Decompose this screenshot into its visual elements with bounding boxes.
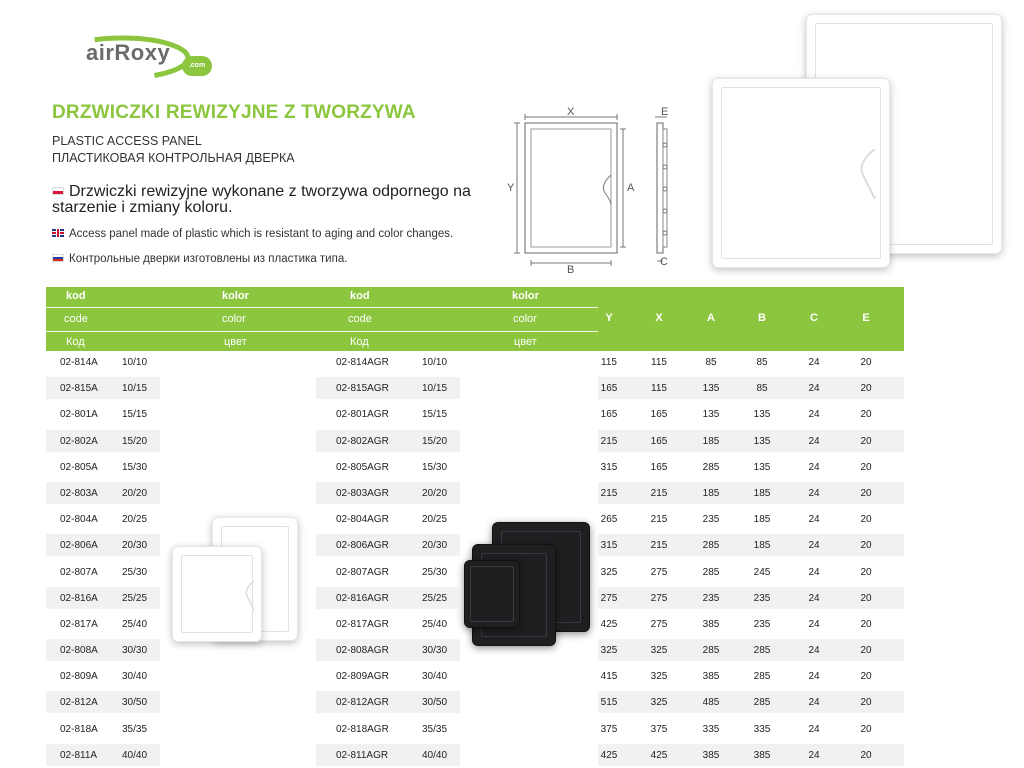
size-cell: 15/20 <box>122 435 148 447</box>
dim-cell: 85 <box>756 357 768 368</box>
header-kod-ru: Код <box>66 336 85 348</box>
size-cell: 25/40 <box>122 618 148 630</box>
dim-cell: 315 <box>600 540 618 552</box>
dim-cell: 185 <box>753 487 771 499</box>
header-dim-1: X <box>655 312 663 324</box>
dim-cell: 275 <box>600 592 618 604</box>
dim-cell: 20 <box>860 749 872 761</box>
table-row <box>46 744 904 768</box>
dim-cell: 24 <box>808 671 820 683</box>
dim-cell: 115 <box>651 357 667 368</box>
dim-cell: 235 <box>702 592 720 604</box>
dim-cell: 135 <box>753 409 771 421</box>
dim-cell: 275 <box>650 566 668 578</box>
header-color-2: color <box>513 313 537 325</box>
dim-cell: 315 <box>600 461 618 473</box>
dim-cell: 275 <box>650 618 668 630</box>
size-gr-cell: 25/25 <box>422 592 448 604</box>
dim-cell: 135 <box>753 435 771 447</box>
dim-cell: 235 <box>702 514 720 526</box>
size-cell: 35/35 <box>122 723 148 735</box>
poland-flag-icon <box>52 187 64 195</box>
size-gr-cell: 35/35 <box>422 723 448 735</box>
dim-cell: 185 <box>702 487 720 499</box>
header-kolor: kolor <box>222 290 249 302</box>
size-cell: 20/30 <box>122 540 148 552</box>
table-row <box>46 718 904 744</box>
size-gr-cell: 30/50 <box>422 697 448 709</box>
code-gr-cell: 02-809AGR <box>336 671 389 683</box>
dim-cell: 215 <box>650 514 668 526</box>
dim-cell: 135 <box>702 383 720 395</box>
dim-cell: 24 <box>808 749 820 761</box>
dim-cell: 425 <box>600 618 618 630</box>
code-gr-cell: 02-816AGR <box>336 592 389 604</box>
header-code-2: code <box>348 313 372 325</box>
dim-cell: 415 <box>600 671 618 683</box>
code-gr-cell: 02-804AGR <box>336 514 389 526</box>
size-gr-cell: 30/40 <box>422 671 448 683</box>
russia-flag-icon <box>52 254 64 262</box>
dim-cell: 24 <box>808 540 820 552</box>
logo-badge: .com <box>182 56 212 76</box>
size-gr-cell: 15/30 <box>422 461 448 473</box>
code-cell: 02-805A <box>60 461 98 473</box>
dim-b-label: B <box>567 264 575 275</box>
size-gr-cell: 25/40 <box>422 618 448 630</box>
dim-cell: 385 <box>702 749 720 761</box>
dim-cell: 285 <box>753 645 771 657</box>
dim-cell: 115 <box>601 357 617 368</box>
description-pl <box>52 184 492 216</box>
dim-cell: 24 <box>808 383 820 395</box>
description-pl-text: Drzwiczki rewizyjne wykonane z tworzywa odpornego na starzenie i zmiany koloru. <box>52 183 471 216</box>
dim-cell: 515 <box>600 697 618 709</box>
dim-cell: 20 <box>860 697 872 709</box>
code-cell: 02-802A <box>60 435 98 447</box>
dim-cell: 215 <box>650 487 668 499</box>
dim-cell: 20 <box>860 409 872 421</box>
code-gr-cell: 02-806AGR <box>336 540 389 552</box>
size-cell: 25/30 <box>122 566 148 578</box>
dim-cell: 285 <box>753 697 771 709</box>
description-ru <box>52 253 347 265</box>
code-cell: 02-818A <box>60 723 98 735</box>
header-dim-0: Y <box>605 312 613 324</box>
size-cell: 30/40 <box>122 671 148 683</box>
code-cell: 02-811A <box>60 749 98 761</box>
size-cell: 10/10 <box>122 357 148 368</box>
code-cell: 02-801A <box>60 409 98 421</box>
dim-cell: 185 <box>702 435 720 447</box>
dim-cell: 24 <box>808 723 820 735</box>
code-gr-cell: 02-818AGR <box>336 723 389 735</box>
size-cell: 15/15 <box>122 409 148 421</box>
header-dim-5: E <box>862 312 870 324</box>
dim-cell: 115 <box>651 383 667 395</box>
code-cell: 02-808A <box>60 645 98 657</box>
dim-cell: 24 <box>808 618 820 630</box>
size-gr-cell: 15/15 <box>422 409 448 421</box>
dim-cell: 285 <box>702 566 720 578</box>
dim-cell: 325 <box>650 697 668 709</box>
size-cell: 30/30 <box>122 645 148 657</box>
header-color: color <box>222 313 246 325</box>
dim-cell: 485 <box>702 697 720 709</box>
code-cell: 02-804A <box>60 514 98 526</box>
code-cell: 02-814A <box>60 357 98 368</box>
dim-cell: 20 <box>860 514 872 526</box>
code-gr-cell: 02-812AGR <box>336 697 389 709</box>
dim-cell: 165 <box>650 409 668 421</box>
code-cell: 02-812A <box>60 697 98 709</box>
dim-cell: 24 <box>808 697 820 709</box>
size-cell: 40/40 <box>122 749 148 761</box>
dim-a-label: A <box>627 182 635 194</box>
dim-cell: 85 <box>705 357 717 368</box>
product-image-white-large-front <box>712 78 890 268</box>
dim-cell: 24 <box>808 461 820 473</box>
code-gr-cell: 02-817AGR <box>336 618 389 630</box>
dim-cell: 215 <box>600 435 618 447</box>
code-cell: 02-809A <box>60 671 98 683</box>
code-cell: 02-807A <box>60 566 98 578</box>
dim-cell: 20 <box>860 723 872 735</box>
dim-y-label: Y <box>507 182 515 194</box>
dim-cell: 24 <box>808 487 820 499</box>
dim-cell: 375 <box>600 723 618 735</box>
dim-cell: 20 <box>860 461 872 473</box>
table-row <box>46 482 904 508</box>
size-gr-cell: 15/20 <box>422 435 448 447</box>
header-kod-ru-2: Код <box>350 336 369 348</box>
dim-cell: 285 <box>753 671 771 683</box>
dim-x-label: X <box>567 106 575 118</box>
dim-cell: 385 <box>753 749 771 761</box>
size-gr-cell: 30/30 <box>422 645 448 657</box>
header-color-ru-2: цвет <box>514 336 537 348</box>
dim-cell: 165 <box>650 461 668 473</box>
header-dim-4: C <box>810 312 818 324</box>
dim-cell: 285 <box>702 461 720 473</box>
header-kod-2: kod <box>350 290 370 302</box>
dim-cell: 385 <box>702 671 720 683</box>
code-cell: 02-806A <box>60 540 98 552</box>
header-dim-3: B <box>758 312 766 324</box>
size-gr-cell: 20/25 <box>422 514 448 526</box>
dim-cell: 335 <box>702 723 720 735</box>
size-cell: 15/30 <box>122 461 148 473</box>
dim-cell: 185 <box>753 514 771 526</box>
header-color-ru: цвет <box>224 336 247 348</box>
dim-cell: 20 <box>860 357 872 368</box>
dim-cell: 325 <box>650 671 668 683</box>
size-gr-cell: 25/30 <box>422 566 448 578</box>
logo-text: airRoxy <box>86 40 171 65</box>
dim-cell: 24 <box>808 409 820 421</box>
code-gr-cell: 02-808AGR <box>336 645 389 657</box>
code-gr-cell: 02-814AGR <box>336 357 389 368</box>
dim-cell: 135 <box>753 461 771 473</box>
header-kolor-2: kolor <box>512 290 539 302</box>
table-body <box>46 351 904 768</box>
code-cell: 02-803A <box>60 487 98 499</box>
dim-cell: 325 <box>600 566 618 578</box>
dim-cell: 24 <box>808 435 820 447</box>
header-code: code <box>64 313 88 325</box>
dim-cell: 20 <box>860 592 872 604</box>
uk-flag-icon <box>52 229 64 237</box>
dim-cell: 245 <box>753 566 771 578</box>
subtitle-ru: ПЛАСТИКОВАЯ КОНТРОЛЬНАЯ ДВЕРКА <box>52 151 295 165</box>
code-cell: 02-816A <box>60 592 98 604</box>
size-cell: 20/20 <box>122 487 148 499</box>
description-en-text: Access panel made of plastic which is resistant to aging and color changes. <box>69 228 454 240</box>
dim-cell: 215 <box>650 540 668 552</box>
dim-cell: 20 <box>860 435 872 447</box>
table-row <box>46 587 904 613</box>
header-kod: kod <box>66 290 86 302</box>
dim-cell: 265 <box>600 514 618 526</box>
dim-cell: 425 <box>600 749 618 761</box>
size-gr-cell: 20/20 <box>422 487 448 499</box>
dim-cell: 275 <box>650 592 668 604</box>
code-gr-cell: 02-815AGR <box>336 383 389 395</box>
table-row <box>46 430 904 456</box>
dim-cell: 235 <box>753 618 771 630</box>
code-gr-cell: 02-807AGR <box>336 566 389 578</box>
dim-cell: 24 <box>808 592 820 604</box>
dim-cell: 20 <box>860 540 872 552</box>
table-row <box>46 665 904 691</box>
dim-cell: 20 <box>860 566 872 578</box>
dim-cell: 425 <box>650 749 668 761</box>
dim-cell: 165 <box>600 383 618 395</box>
dim-cell: 24 <box>808 514 820 526</box>
dim-cell: 20 <box>860 487 872 499</box>
subtitle-en: PLASTIC ACCESS PANEL <box>52 134 202 148</box>
table-row <box>46 691 904 717</box>
dim-cell: 85 <box>756 383 768 395</box>
description-ru-text: Контрольные дверки изготовлены из пластика типа. <box>69 253 348 265</box>
dim-cell: 375 <box>650 723 668 735</box>
dim-cell: 285 <box>702 540 720 552</box>
table-row <box>46 377 904 403</box>
size-cell: 20/25 <box>122 514 148 526</box>
dim-cell: 24 <box>808 357 820 368</box>
dim-cell: 20 <box>860 618 872 630</box>
dim-cell: 24 <box>808 645 820 657</box>
table-row <box>46 639 904 665</box>
dim-cell: 385 <box>702 618 720 630</box>
dim-cell: 285 <box>702 645 720 657</box>
table-row <box>46 561 904 587</box>
panel-handle-icon <box>853 149 877 199</box>
dim-cell: 165 <box>650 435 668 447</box>
page-title: DRZWICZKI REWIZYJNE Z TWORZYWA <box>52 102 416 123</box>
dim-cell: 215 <box>600 487 618 499</box>
size-gr-cell: 40/40 <box>422 749 448 761</box>
code-gr-cell: 02-801AGR <box>336 409 389 421</box>
dim-cell: 325 <box>650 645 668 657</box>
table-header <box>46 287 904 351</box>
description-en <box>52 228 453 240</box>
dim-cell: 20 <box>860 671 872 683</box>
dim-cell: 325 <box>600 645 618 657</box>
code-gr-cell: 02-811AGR <box>336 749 389 761</box>
size-gr-cell: 10/10 <box>422 357 448 368</box>
dim-cell: 235 <box>753 592 771 604</box>
code-cell: 02-815A <box>60 383 98 395</box>
table-row <box>46 456 904 482</box>
table-row <box>46 508 904 534</box>
dim-cell: 185 <box>753 540 771 552</box>
code-gr-cell: 02-802AGR <box>336 435 389 447</box>
size-gr-cell: 10/15 <box>422 383 448 395</box>
dim-cell: 20 <box>860 383 872 395</box>
table-row <box>46 351 904 377</box>
code-gr-cell: 02-805AGR <box>336 461 389 473</box>
table-row <box>46 613 904 639</box>
header-dim-2: A <box>707 312 715 324</box>
dim-cell: 135 <box>702 409 720 421</box>
table-row <box>46 403 904 429</box>
technical-drawing <box>505 105 690 275</box>
size-gr-cell: 20/30 <box>422 540 448 552</box>
dim-cell: 24 <box>808 566 820 578</box>
code-cell: 02-817A <box>60 618 98 630</box>
size-cell: 10/15 <box>122 383 148 395</box>
table-row <box>46 534 904 560</box>
size-cell: 30/50 <box>122 697 148 709</box>
code-gr-cell: 02-803AGR <box>336 487 389 499</box>
dim-e-label: E <box>661 106 669 118</box>
airroxy-logo <box>52 32 212 88</box>
dim-cell: 20 <box>860 645 872 657</box>
dim-cell: 335 <box>753 723 771 735</box>
dim-cell: 165 <box>600 409 618 421</box>
size-cell: 25/25 <box>122 592 148 604</box>
dim-c-label: C <box>660 256 668 268</box>
